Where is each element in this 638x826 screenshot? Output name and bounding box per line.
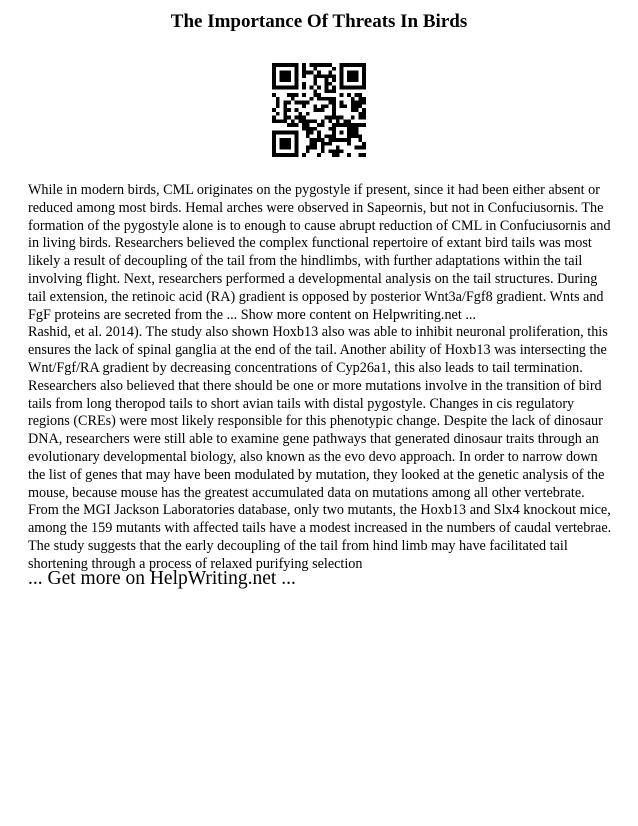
body-paragraph: While in modern birds, CML originates on the pygostyle if present, since it had been either absent or reduced among most birds. Hemal arches were observed in Sapeornis, but not in Confuciusornis. The formation of the pygostyle alone is to enough to cause abrupt reduction of CML in Confuciusornis and in living birds. Researchers believed the complex functional repertoire of extant bird tails was most likely a result of decoupling of the tail from the hindlimbs, with further adaptations within the tail involving flight. Next, researchers performed a developmental analysis on the tail structures. During tail extension, the retinoic acid (RA) gradient is opposed by posterior Wnt3a/Fgf8 gradient. Wnts and FgF proteins are secreted from the ... Show more content on Helpwriting.net ... [28,182,611,323]
document-body [28,182,612,574]
qr-code-icon [272,63,366,157]
get-more-link[interactable]: ... Get more on HelpWriting.net ... [28,568,296,589]
document-title: The Importance Of Threats In Birds [170,11,468,32]
body-paragraph: Rashid, et al. 2014). The study also shown Hoxb13 also was able to inhibit neuronal proliferation, this ensures the lack of spinal ganglia at the end of the tail. Another ability of Hoxb13 was intersecting the Wnt/Fgf/RA gradient by decreasing concentrations of Cyp26a1, this also leads to tail termination. Researchers also believed that there should be one or more mutations involve in the transition of bird tails from long theropod tails to short avian tails with distal pygostyle. Changes in cis regulatory regions (CREs) were most likely responsible for this phenotypic change. Despite the lack of dinosaur DNA, researchers were still able to examine gene pathways that generated dinosaur traits through an evolutionary developmental biology, also known as the evo devo approach. In order to narrow down the list of genes that may have been modulated by mutation, they looked at the genetic analysis of the mouse, because mouse has the greatest accumulated data on mutations among all other vertebrate. From the MGI Jackson Laboratories database, only two mutants, the Hoxb13 and Slx4 knockout mice, among the 159 mutants with affected tails have a modest increased in the numbers of caudal vertebrae. The study suggests that the early decoupling of the tail from hind limb may have facilitated tail shortening through a process of relaxed purifying selection [28,324,612,572]
